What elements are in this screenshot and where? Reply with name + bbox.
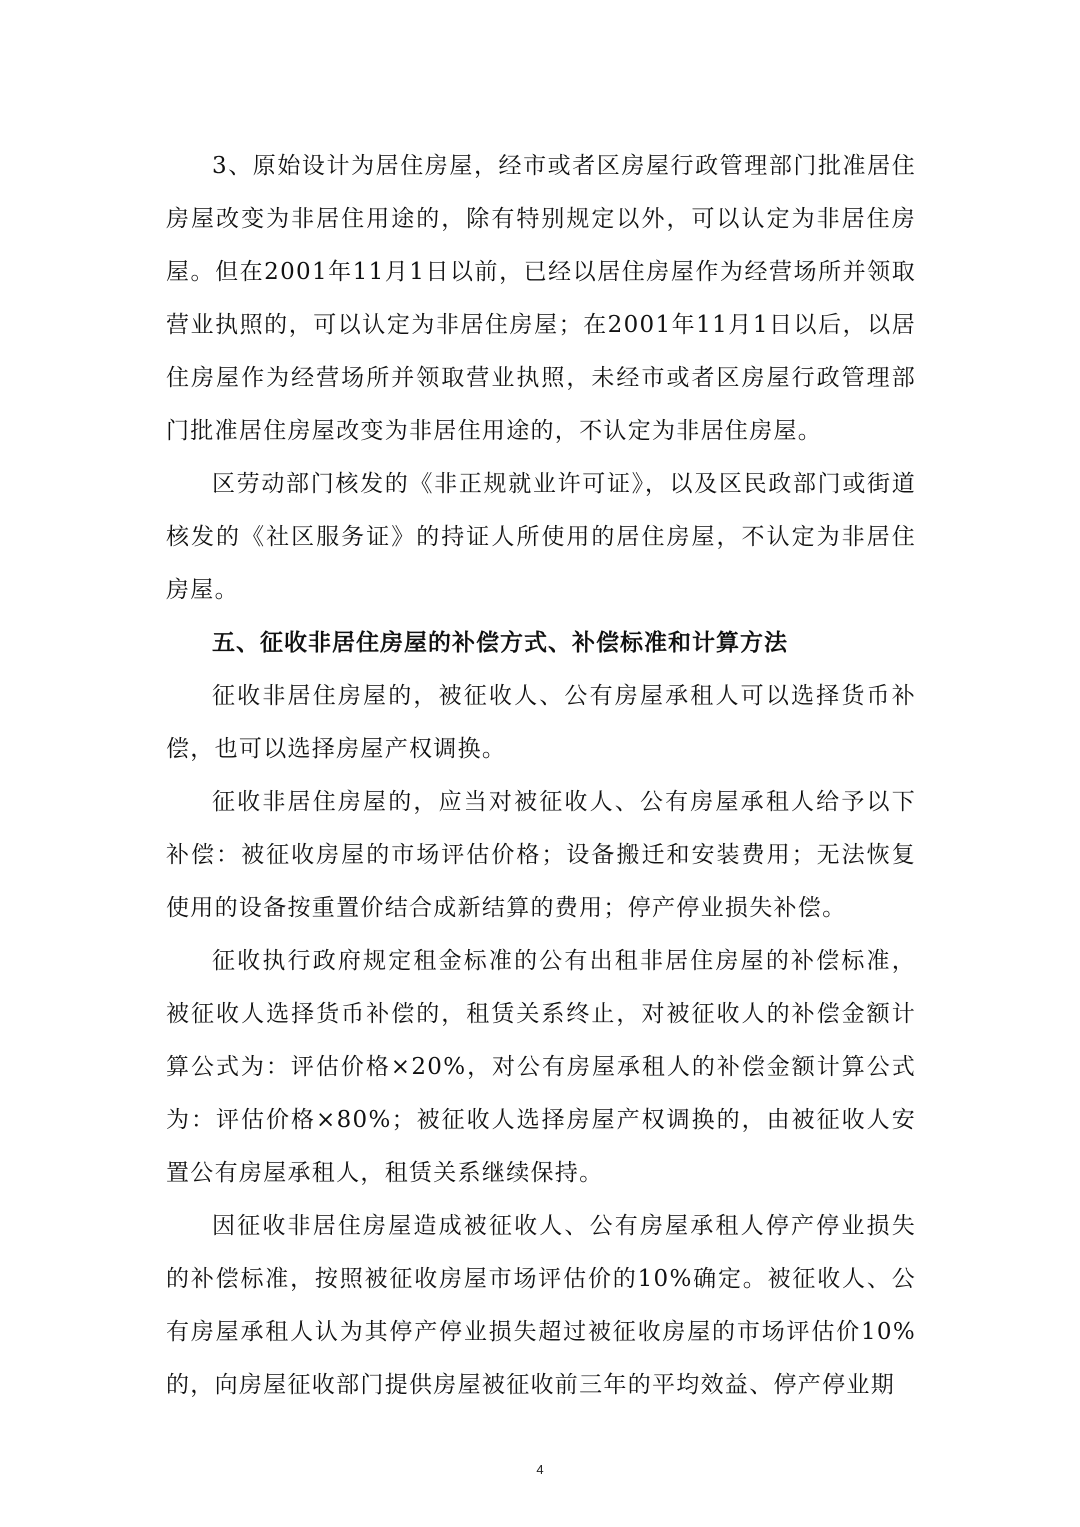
paragraph-compensation-options: 征收非居住房屋的，被征收人、公有房屋承租人可以选择货币补偿，也可以选择房屋产权调换。 [166,683,916,762]
paragraph-employment-permit: 区劳动部门核发的《非正规就业许可证》，以及区民政部门或街道核发的《社区服务证》的持证人所使用的居住房屋，不认定为非居住房屋。 [166,471,916,603]
paragraph-business-loss-standard: 因征收非居住房屋造成被征收人、公有房屋承租人停产停业损失的补偿标准，按照被征收房屋市场评估价的10%确定。被征收人、公有房屋承租人认为其停产停业损失超过被征收房屋的市场评估价10%的，向房屋征收部门提供房屋被征收前三年的平均效益、停产停业期 [166,1213,916,1398]
paragraph-compensation-items: 征收非居住房屋的，应当对被征收人、公有房屋承租人给予以下补偿：被征收房屋的市场评估价格；设备搬迁和安装费用；无法恢复使用的设备按重置价结合成新结算的费用；停产停业损失补偿。 [166,789,916,921]
document-body [166,140,916,1412]
page-number: 4 [536,1462,544,1477]
paragraph-public-rental-formula: 征收执行政府规定租金标准的公有出租非居住房屋的补偿标准，被征收人选择货币补偿的，租赁关系终止，对被征收人的补偿金额计算公式为：评估价格×20%，对公有房屋承租人的补偿金额计算公式为：评估价格×80%；被征收人选择房屋产权调换的，由被征收人安置公有房屋承租人，租赁关系继续保持。 [166,948,916,1186]
section-heading-compensation: 五、征收非居住房屋的补偿方式、补偿标准和计算方法 [212,630,788,656]
paragraph-item-3-residential-designation: 3、原始设计为居住房屋，经市或者区房屋行政管理部门批准居住房屋改变为非居住用途的，除有特别规定以外，可以认定为非居住房屋。但在2001年11月1日以前，已经以居住房屋作为经营场所并领取营业执照的，可以认定为非居住房屋；在2001年11月1日以后，以居住房屋作为经营场所并领取营业执照，未经市或者区房屋行政管理部门批准居住房屋改变为非居住用途的，不认定为非居住房屋。 [166,153,916,444]
